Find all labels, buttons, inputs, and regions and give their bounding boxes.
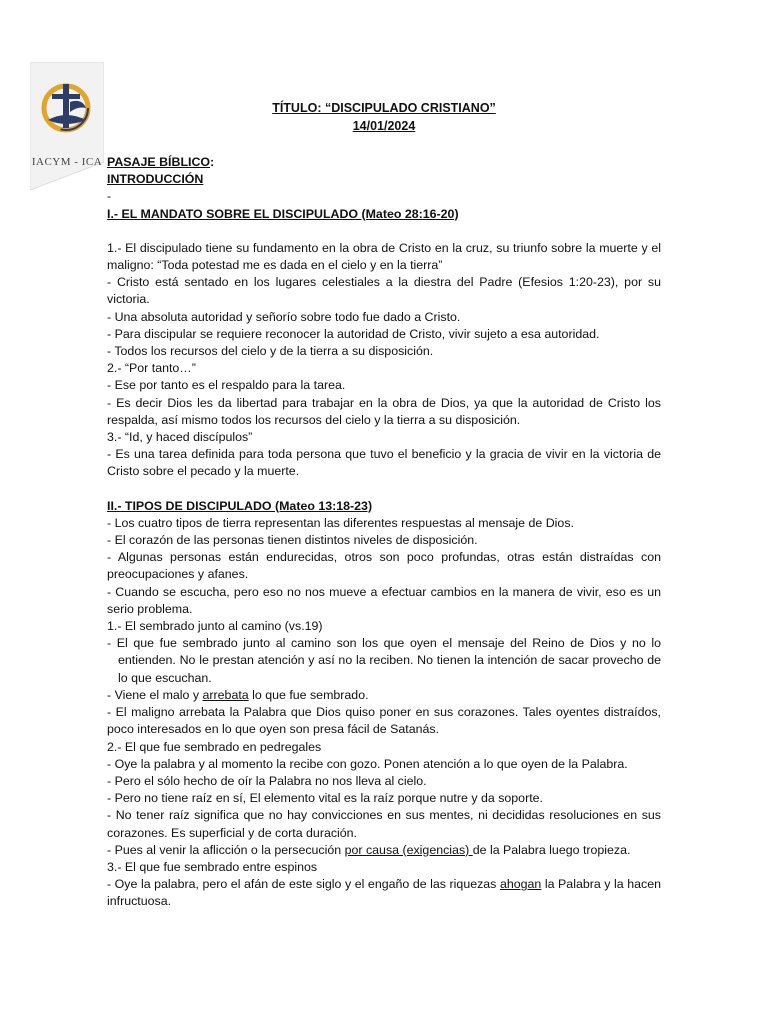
section1-line: 3.- “Id, y haced discípulos” xyxy=(107,430,253,445)
section2-heading: II.- TIPOS DE DISCIPULADO (Mateo 13:18-23) xyxy=(107,498,373,513)
underlined-word: ahogan xyxy=(499,877,542,892)
text-run: - Oye la palabra, pero el afán de este siglo y el engaño de las riquezas xyxy=(107,877,500,892)
section2-line xyxy=(107,687,661,704)
spacer xyxy=(107,481,661,498)
text-run: de la Palabra luego tropieza. xyxy=(472,842,631,857)
section1-line: - Es una tarea definida para toda persona que tuvo el beneficio y la gracia de vivir en la victoria de Cristo sobre el pecado y la muerte. xyxy=(107,447,661,479)
section1-line: - Ese por tanto es el respaldo para la tarea. xyxy=(107,378,346,393)
section2-line: 2.- El que fue sembrado en pedregales xyxy=(107,739,322,754)
document-body xyxy=(107,154,661,911)
section2-line xyxy=(107,842,661,859)
document-title: TÍTULO: “DISCIPULADO CRISTIANO” xyxy=(272,101,496,115)
pasaje-label: PASAJE BÍBLICO xyxy=(107,155,211,169)
section2-line: - El corazón de las personas tienen distintos niveles de disposición. xyxy=(107,533,478,548)
section2-line: - Oye la palabra y al momento la recibe con gozo. Ponen atención a lo que oyen de la Palabra. xyxy=(107,756,628,771)
text-run: - Viene el malo y xyxy=(107,687,203,702)
section1-line: - Una absoluta autoridad y señorío sobre todo fue dado a Cristo. xyxy=(107,309,461,324)
section1-body xyxy=(107,240,661,481)
text-run: - Pues al venir la aflicción o la persecución xyxy=(107,842,345,857)
spacer xyxy=(107,223,661,240)
intro-dash: - xyxy=(107,189,112,204)
section1-line: - Es decir Dios les da libertad para trabajar en la obra de Dios, ya que la autoridad de Cristo los respalda, así mismo todos los recursos del cielo y la tierra a su disposición. xyxy=(107,395,661,427)
section2-line: 3.- El que fue sembrado entre espinos xyxy=(107,859,318,874)
document-date: 14/01/2024 xyxy=(352,119,416,133)
section2-body xyxy=(107,515,661,911)
section2-line: - No tener raíz significa que no hay convicciones en sus mentes, ni decididas resoluciones en sus corazones. Es superficial y de corta duración. xyxy=(107,808,661,840)
section2-line: - El que fue sembrado junto al camino son los que oyen el mensaje del Reino de Dios y no lo entienden. No le prestan atención y así no la reciben. No tienen la intención de sacar provecho de lo que escuchan. xyxy=(107,636,661,685)
section1-line: 1.- El discipulado tiene su fundamento en la obra de Cristo en la cruz, su triunfo sobre la muerte y el maligno: “Toda potestad me es dada en el cielo y en la tierra” xyxy=(107,240,661,273)
logo-text: IACYM - ICA xyxy=(31,156,103,168)
underlined-phrase: por causa (exigencias) xyxy=(344,842,473,857)
church-cross-emblem-icon xyxy=(30,62,104,190)
section2-line: - Los cuatro tipos de tierra representan las diferentes respuestas al mensaje de Dios. xyxy=(107,515,574,530)
pasaje-colon: : xyxy=(210,155,215,169)
pasaje-line xyxy=(107,154,661,171)
section1-heading: I.- EL MANDATO SOBRE EL DISCIPULADO (Mateo 28:16-20) xyxy=(107,206,459,221)
underlined-word: arrebata xyxy=(202,687,249,702)
section1-line: - Para discipular se requiere reconocer la autoridad de Cristo, vivir sujeto a esa autoridad. xyxy=(107,326,600,341)
section2-line: - Pero el sólo hecho de oír la Palabra no nos lleva al cielo. xyxy=(107,773,427,788)
section1-line: 2.- “Por tanto…” xyxy=(107,361,196,376)
section1-line: - Cristo está sentado en los lugares celestiales a la diestra del Padre (Efesios 1:20-23), por su victoria. xyxy=(107,275,661,307)
section2-line: - El maligno arrebata la Palabra que Dios quiso poner en sus corazones. Tales oyentes distraídos, poco interesados en lo que oyen son presa fácil de Satanás. xyxy=(107,705,661,737)
section2-line: - Pero no tiene raíz en sí, El elemento vital es la raíz porque nutre y da soporte. xyxy=(107,791,543,806)
introduccion-heading: INTRODUCCIÓN xyxy=(107,172,204,187)
section2-line: - Algunas personas están endurecidas, otros son poco profundas, otras están distraídas con preocupaciones y afanes. xyxy=(107,550,661,582)
section2-line xyxy=(107,876,661,910)
section2-line: 1.- El sembrado junto al camino (vs.19) xyxy=(107,619,323,634)
section1-line: - Todos los recursos del cielo y de la tierra a su disposición. xyxy=(107,344,434,359)
text-run: lo que fue sembrado. xyxy=(248,687,369,702)
section2-line: - Cuando se escucha, pero eso no nos mueve a efectuar cambios en la manera de vivir, eso es un serio problema. xyxy=(107,584,661,616)
church-logo xyxy=(30,62,104,190)
text-run: la Palabra y la hacen infructuosa. xyxy=(107,877,661,909)
